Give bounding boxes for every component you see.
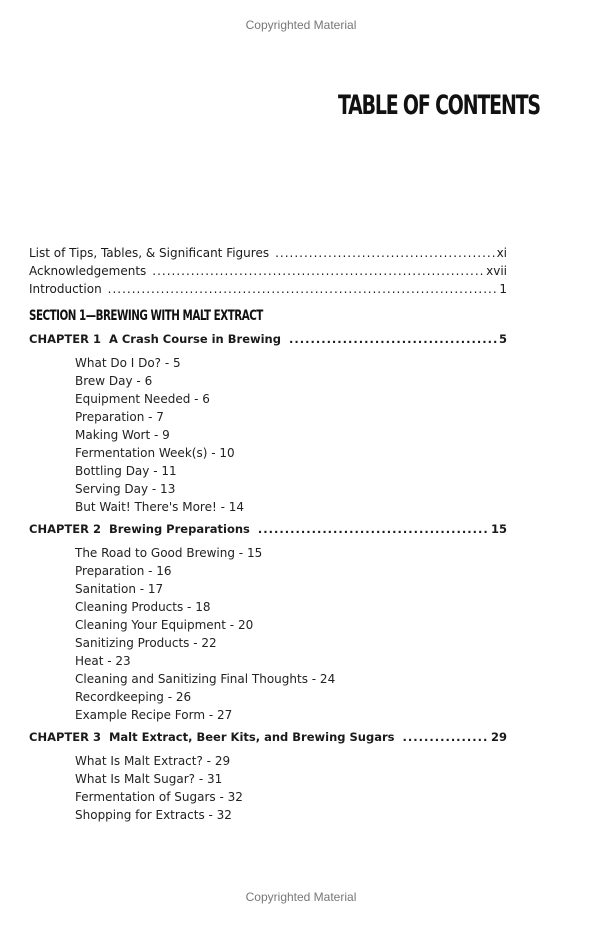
page-title: TABLE OF CONTENTS	[338, 90, 540, 121]
topic-item[interactable]: Example Recipe Form - 27	[75, 708, 233, 722]
topic-item[interactable]: What Is Malt Sugar? - 31	[75, 772, 223, 786]
chapter-label: CHAPTER 1 A Crash Course in Brewing	[29, 332, 281, 346]
toc-entry-label: Acknowledgements	[29, 264, 147, 278]
topic-item[interactable]: Sanitizing Products - 22	[75, 636, 217, 650]
chapter-1-entry[interactable]	[29, 332, 507, 350]
chapter-label: CHAPTER 3 Malt Extract, Beer Kits, and Brewing Sugars	[29, 730, 395, 744]
leader-dots	[403, 730, 489, 744]
topic-item[interactable]: Sanitation - 17	[75, 582, 164, 596]
topic-item[interactable]: Fermentation Week(s) - 10	[75, 446, 235, 460]
toc-entry-label: List of Tips, Tables, & Significant Figures	[29, 246, 270, 260]
chapter-label: CHAPTER 2 Brewing Preparations	[29, 522, 250, 536]
leader-dots	[258, 522, 489, 536]
topic-item[interactable]: But Wait! There's More! - 14	[75, 500, 244, 514]
toc-entry-label: Introduction	[29, 282, 102, 296]
topic-item[interactable]: Cleaning Products - 18	[75, 600, 211, 614]
topic-item[interactable]: Bottling Day - 11	[75, 464, 177, 478]
topic-item[interactable]: Equipment Needed - 6	[75, 392, 210, 406]
topic-item[interactable]: Cleaning Your Equipment - 20	[75, 618, 254, 632]
topic-item[interactable]: The Road to Good Brewing - 15	[75, 546, 263, 560]
toc-entry-tips[interactable]	[29, 246, 507, 264]
chapter-2-topics	[29, 544, 507, 724]
chapter-1-topics	[29, 354, 507, 516]
chapter-3-topics	[29, 752, 507, 824]
topic-item[interactable]: Preparation - 16	[75, 564, 172, 578]
topic-item[interactable]: Heat - 23	[75, 654, 131, 668]
topic-item[interactable]: Recordkeeping - 26	[75, 690, 192, 704]
chapter-2-entry[interactable]	[29, 522, 507, 540]
leader-dots	[108, 282, 498, 296]
topic-item[interactable]: Preparation - 7	[75, 410, 164, 424]
topic-item[interactable]: What Do I Do? - 5	[75, 356, 181, 370]
topic-item[interactable]: Serving Day - 13	[75, 482, 176, 496]
chapter-3-entry[interactable]	[29, 730, 507, 748]
topic-item[interactable]: Shopping for Extracts - 32	[75, 808, 232, 822]
leader-dots	[152, 264, 484, 278]
toc-entry-page: xvii	[486, 264, 507, 278]
toc-entry-introduction[interactable]	[29, 282, 507, 300]
toc-entry-acknowledgements[interactable]	[29, 264, 507, 282]
topic-item[interactable]: Making Wort - 9	[75, 428, 170, 442]
toc-entries	[29, 246, 507, 828]
topic-item[interactable]: Brew Day - 6	[75, 374, 153, 388]
topic-item[interactable]: Cleaning and Sanitizing Final Thoughts - 24	[75, 672, 336, 686]
chapter-page: 5	[498, 332, 507, 346]
section-heading: SECTION 1—BREWING WITH MALT EXTRACT	[29, 308, 263, 324]
toc-entry-page: xi	[496, 246, 507, 260]
topic-item[interactable]: What Is Malt Extract? - 29	[75, 754, 231, 768]
chapter-page: 15	[490, 522, 507, 536]
leader-dots	[275, 246, 494, 260]
copyright-watermark-top: Copyrighted Material	[245, 18, 357, 32]
copyright-watermark-bottom: Copyrighted Material	[245, 890, 357, 904]
toc-entry-page: 1	[499, 282, 507, 296]
topic-item[interactable]: Fermentation of Sugars - 32	[75, 790, 243, 804]
chapter-page: 29	[490, 730, 507, 744]
leader-dots	[289, 332, 497, 346]
